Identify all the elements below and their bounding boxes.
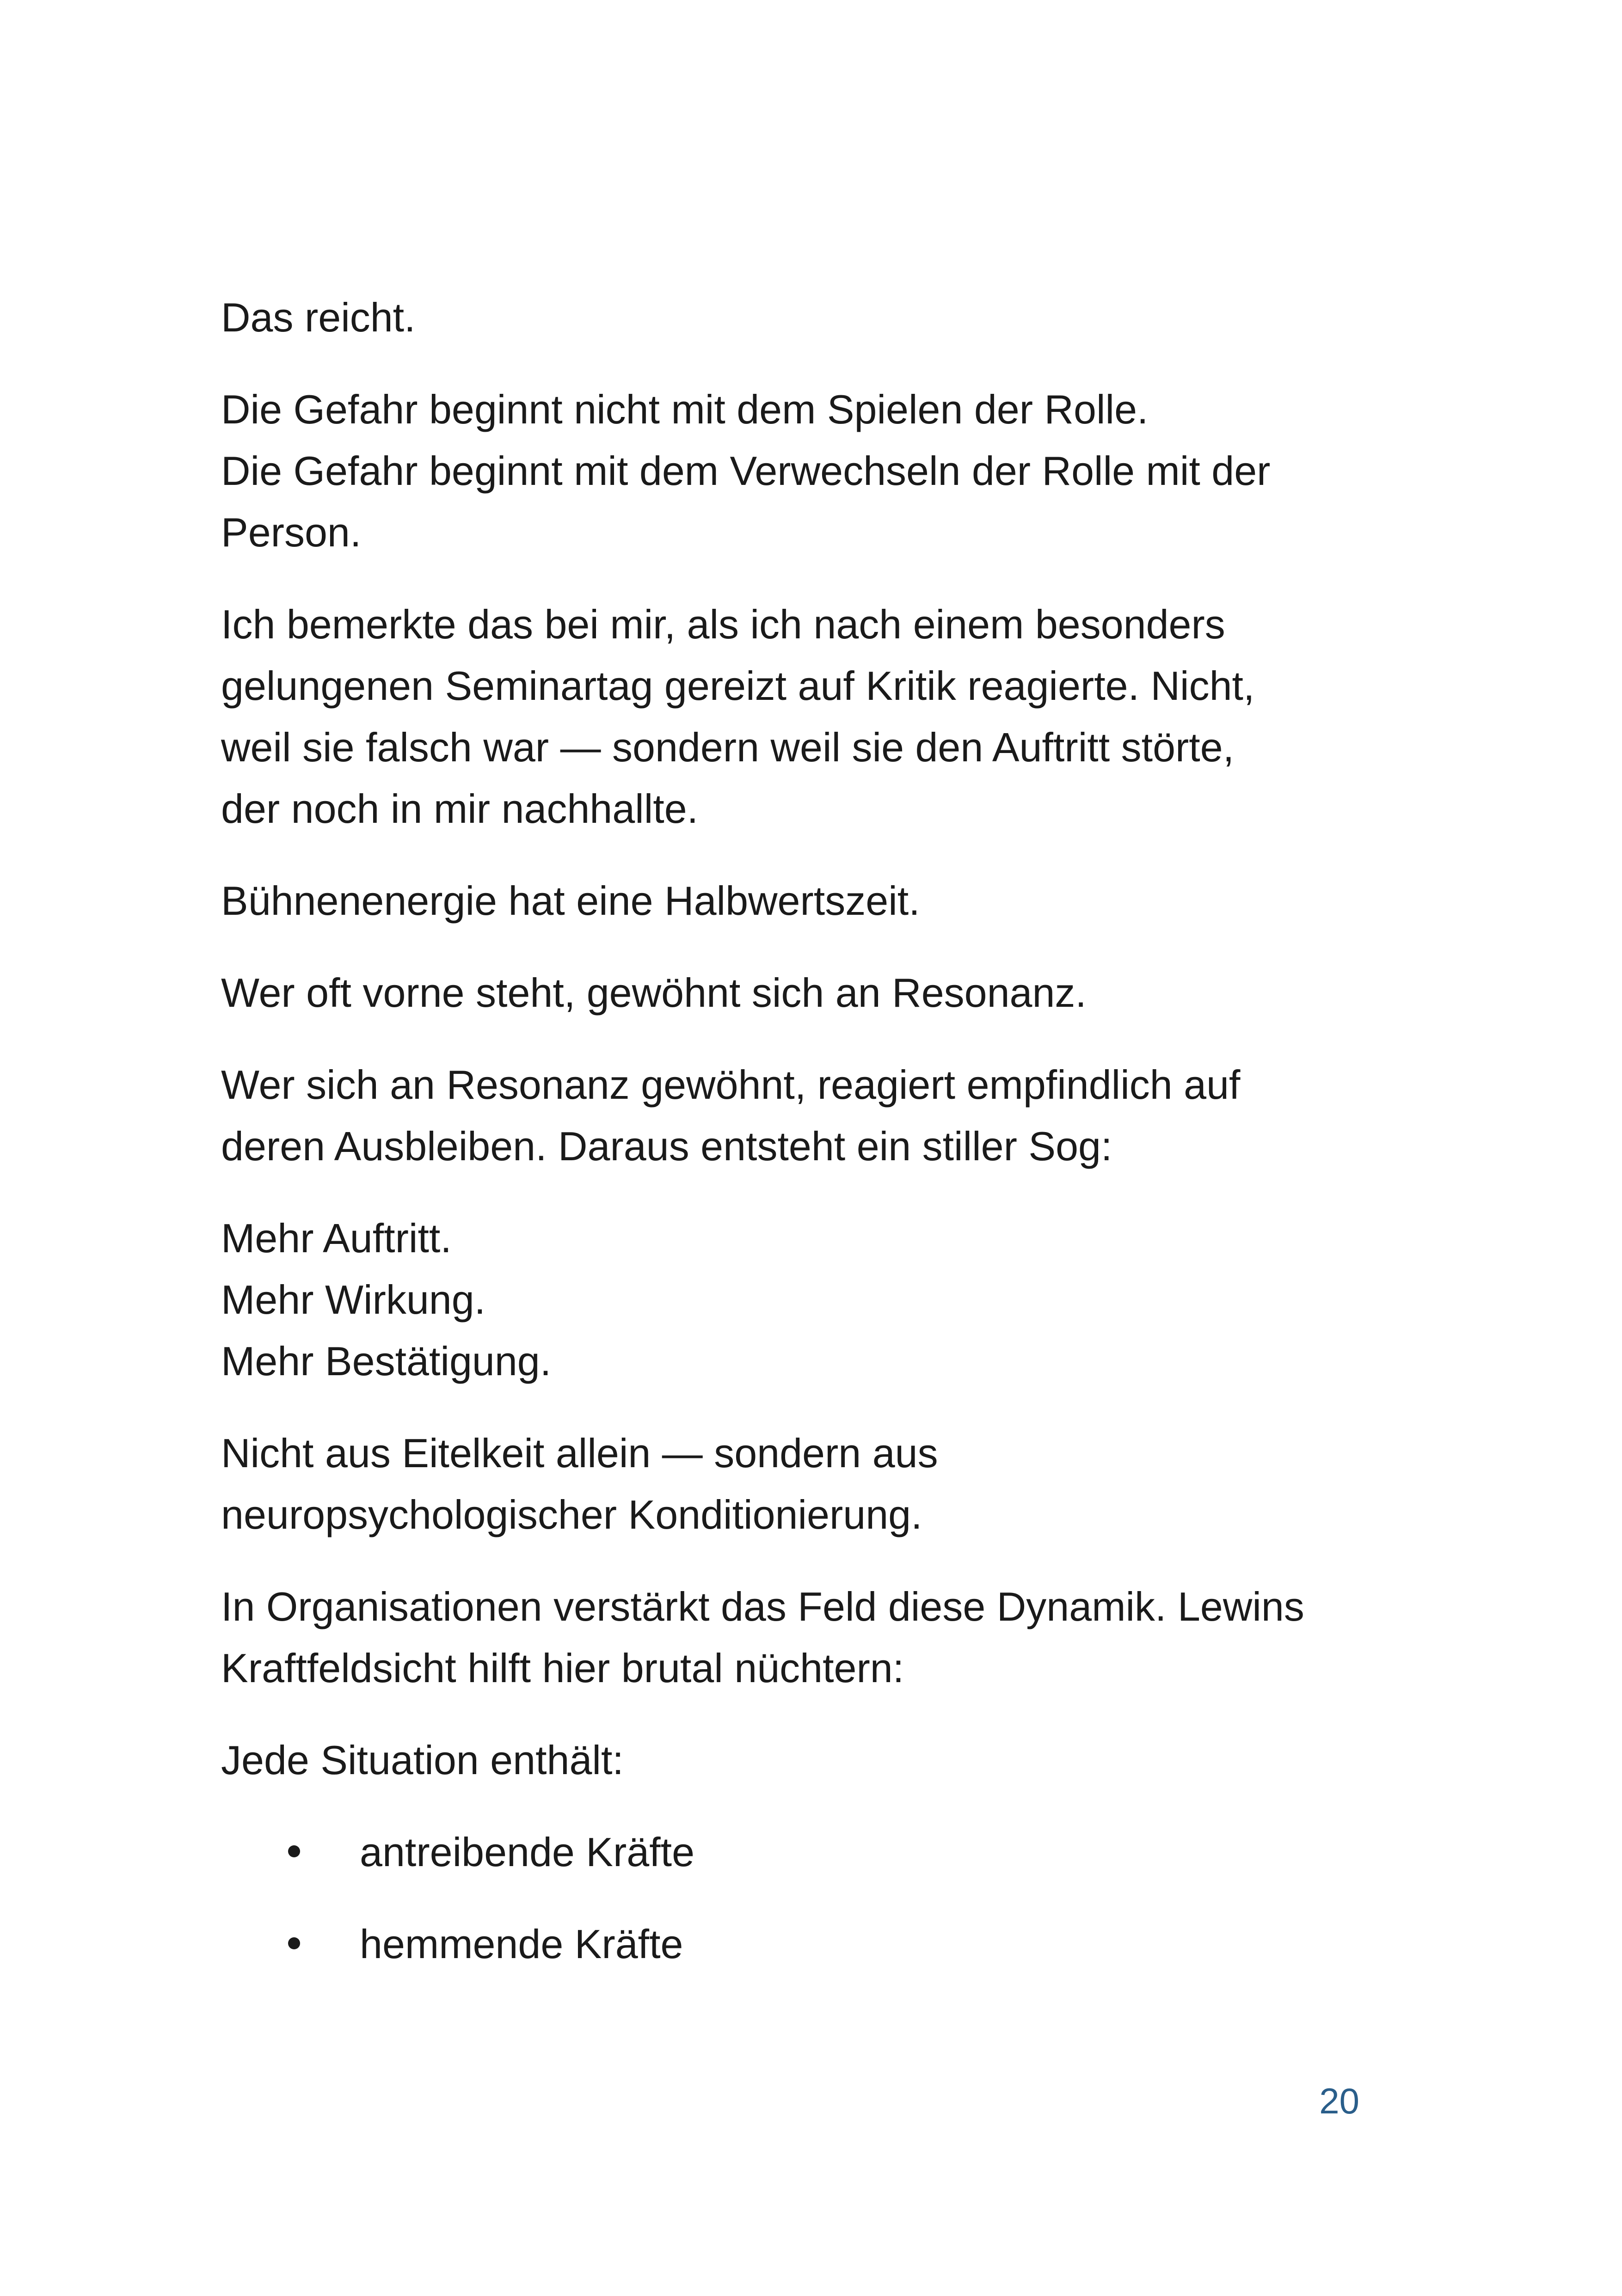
text-line: Bühnenenergie hat eine Halbwertszeit. (221, 878, 920, 924)
page-number: 20 (1319, 2081, 1359, 2121)
text-line: deren Ausbleiben. Daraus entsteht ein stiller Sog: (221, 1123, 1112, 1169)
text-line: Mehr Bestätigung. (221, 1338, 552, 1384)
bullet-text: antreibende Kräfte (360, 1829, 695, 1875)
text-line: der noch in mir nachhallte. (221, 786, 699, 832)
text-line: Die Gefahr beginnt nicht mit dem Spielen der Rolle. (221, 386, 1149, 432)
text-line: Nicht aus Eitelkeit allein — sondern aus (221, 1430, 938, 1476)
paragraph (221, 962, 1405, 1023)
text-line: Das reicht. (221, 294, 416, 340)
paragraph (221, 870, 1405, 931)
text-line: Wer sich an Resonanz gewöhnt, reagiert empfindlich auf (221, 1062, 1241, 1108)
paragraph (221, 594, 1405, 839)
paragraph (221, 1576, 1405, 1699)
paragraph (221, 1422, 1405, 1545)
bullet-item (221, 1821, 1405, 1883)
text-line: Person. (221, 509, 362, 555)
text-line: neuropsychologischer Konditionierung. (221, 1492, 922, 1537)
text-line: Wer oft vorne steht, gewöhnt sich an Resonanz. (221, 970, 1087, 1016)
paragraph (221, 1054, 1405, 1177)
text-line: Mehr Wirkung. (221, 1277, 486, 1322)
body-text (221, 287, 1405, 2005)
bullet-icon (288, 1937, 300, 1949)
paragraph (221, 1729, 1405, 1791)
text-line: Mehr Auftritt. (221, 1215, 452, 1261)
bullet-list (221, 1821, 1405, 1975)
text-line: Die Gefahr beginnt mit dem Verwechseln der Rolle mit der (221, 448, 1271, 494)
bullet-icon (288, 1845, 300, 1857)
text-line: Ich bemerkte das bei mir, als ich nach einem besonders (221, 601, 1225, 647)
bullet-text: hemmende Kräfte (360, 1921, 683, 1967)
bullet-item (221, 1913, 1405, 1975)
paragraph (221, 287, 1405, 348)
text-line: Kraftfeldsicht hilft hier brutal nüchtern: (221, 1645, 904, 1691)
text-line: gelungenen Seminartag gereizt auf Kritik reagierte. Nicht, (221, 663, 1255, 709)
paragraph (221, 1207, 1405, 1392)
text-line: In Organisationen verstärkt das Feld diese Dynamik. Lewins (221, 1584, 1304, 1629)
paragraph (221, 379, 1405, 563)
text-line: Jede Situation enthält: (221, 1737, 624, 1783)
text-line: weil sie falsch war — sondern weil sie den Auftritt störte, (221, 724, 1235, 770)
